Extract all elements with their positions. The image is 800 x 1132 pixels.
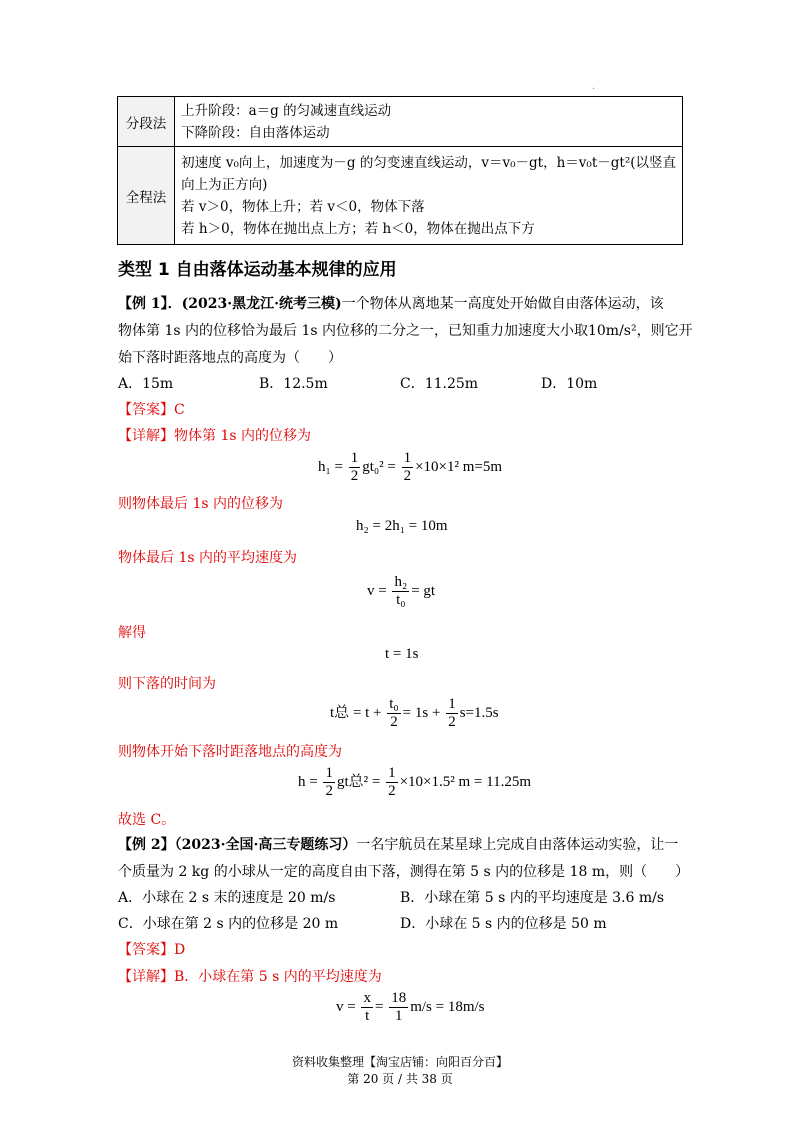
numerator: 18 — [391, 990, 407, 1006]
method-name: 分段法 — [118, 97, 175, 147]
method-desc — [175, 147, 683, 245]
option-a: A．15m — [118, 376, 174, 392]
denominator: 2 — [448, 714, 456, 730]
equation — [367, 574, 435, 609]
ex2-stem-line — [118, 834, 678, 854]
eq-part: = — [374, 998, 384, 1015]
eq-part: t总 = t + — [330, 704, 382, 721]
eq-part: v = — [367, 582, 387, 599]
fraction — [361, 990, 373, 1025]
equation — [336, 990, 485, 1025]
eq-part: = 1s + — [402, 704, 441, 721]
eq-part: h₁ = — [318, 458, 343, 475]
option-c: C．11.25m — [400, 376, 479, 392]
desc-line: 上升阶段：a＝g 的匀减速直线运动 — [181, 102, 392, 119]
denominator: 1 — [394, 1008, 403, 1024]
answer-line: 【答案】D — [118, 942, 186, 958]
ex1-source: ．(2023·黑龙江·统考三模) — [167, 296, 342, 312]
denominator: 2 — [403, 468, 412, 484]
answer-line: 【答案】C — [118, 402, 185, 418]
option-b: B．小球在第 5 s 内的平均速度是 3.6 m/s — [400, 890, 665, 906]
fraction — [386, 765, 398, 800]
numerator: t₀ — [389, 696, 399, 712]
desc-line: 下降阶段：自由落体运动 — [181, 124, 330, 141]
fraction — [387, 696, 400, 731]
detail-text: 解得 — [118, 625, 146, 641]
option-b: B．12.5m — [259, 376, 328, 392]
option-d: D．10m — [541, 376, 598, 392]
method-table — [117, 96, 683, 245]
desc-line: 向上为正方向) — [181, 176, 268, 193]
eq-part: ×10×1² m=5m — [415, 458, 503, 475]
option-d: D．小球在 5 s 内的位移是 50 m — [400, 916, 607, 932]
numerator: 1 — [403, 450, 412, 466]
ex2-stem-line: 个质量为 2 kg 的小球从一定的高度自由下落，测得在第 5 s 内的位移是 18 m，则（ ） — [118, 864, 690, 880]
denominator: 2 — [350, 468, 359, 484]
desc-line: 若 h＞0，物体在抛出点上方；若 h＜0，物体在抛出点下方 — [181, 220, 535, 237]
ex1-tag: 【例 1】 — [118, 296, 168, 312]
fraction — [389, 990, 408, 1025]
option-c: C．小球在第 2 s 内的位移是 20 m — [118, 916, 339, 932]
table-row — [118, 147, 683, 245]
fraction — [402, 450, 414, 485]
eq-part: gt₀² = — [362, 458, 396, 475]
detail-text: 物体最后 1s 内的平均速度为 — [118, 550, 297, 566]
denominator: 2 — [388, 783, 396, 799]
ex1-stem: 一个物体从离地某一高度处开始做自由落体运动，该 — [341, 296, 664, 312]
eq-part: gt总² = — [336, 773, 381, 790]
detail-line — [118, 966, 382, 986]
eq-part: s=1.5s — [459, 704, 499, 721]
numerator: 1 — [448, 696, 456, 712]
equation: h₂ = 2h₁ = 10m — [356, 518, 448, 534]
detail-line — [118, 425, 311, 445]
eq-part: = gt — [411, 582, 436, 599]
equation — [298, 765, 531, 800]
ex2-stem: 一名宇航员在某星球上完成自由落体运动实验，让一 — [356, 837, 679, 853]
numerator: 1 — [350, 450, 359, 466]
detail-text: B．小球在第 5 s 内的平均速度为 — [174, 969, 382, 985]
numerator: h₂ — [394, 574, 408, 590]
fraction — [349, 450, 361, 485]
option-a: A．小球在 2 s 末的速度是 20 m/s — [118, 890, 336, 906]
equation — [330, 696, 499, 731]
detail-text: 则下落的时间为 — [118, 676, 216, 692]
numerator: x — [363, 990, 371, 1006]
eq-part: v = — [336, 998, 356, 1015]
footer-source: 资料收集整理【淘宝店铺：向阳百分百】 — [291, 1055, 508, 1069]
table-row — [118, 97, 683, 147]
detail-text: 物体第 1s 内的位移为 — [174, 428, 311, 444]
desc-line: 若 v＞0，物体上升；若 v＜0，物体下落 — [181, 198, 425, 215]
denominator: 2 — [325, 783, 333, 799]
numerator: 1 — [325, 765, 333, 781]
denominator: 2 — [390, 714, 398, 730]
detail-tag: 【详解】 — [118, 428, 174, 444]
ex1-stem-line: 始下落时距落地点的高度为（ ） — [118, 350, 342, 366]
ex2-tag: 【例 2】 — [118, 837, 175, 853]
method-desc — [175, 97, 683, 147]
fraction — [446, 696, 458, 731]
ex1-stem-line: 物体第 1s 内的位移恰为最后 1s 内位移的二分之一，已知重力加速度大小取10m/s²，则它开 — [118, 323, 693, 339]
equation: t = 1s — [385, 646, 419, 662]
conclusion: 故选 C。 — [118, 812, 176, 828]
denominator: t₀ — [396, 592, 406, 608]
page-mark: · — [592, 84, 596, 95]
method-name: 全程法 — [118, 147, 175, 245]
page-number: 第 20 页 / 共 38 页 — [347, 1072, 453, 1086]
detail-text: 则物体最后 1s 内的位移为 — [118, 496, 283, 512]
detail-tag: 【详解】 — [118, 969, 174, 985]
ex2-source: （2023·全国·高三专题练习） — [174, 837, 357, 853]
section-title: 类型 1 自由落体运动基本规律的应用 — [118, 260, 397, 280]
detail-text: 则物体开始下落时距落地点的高度为 — [118, 744, 342, 760]
eq-part: h = — [298, 773, 318, 790]
ex1-stem-line — [118, 293, 664, 313]
fraction — [392, 574, 409, 609]
fraction — [323, 765, 335, 800]
eq-part: m/s = 18m/s — [410, 998, 485, 1015]
denominator: t — [365, 1008, 370, 1024]
equation — [318, 450, 502, 485]
desc-line: 初速度 v₀向上，加速度为－g 的匀变速直线运动，v＝v₀－gt，h＝v₀t－gt²(以竖直 — [181, 154, 676, 171]
eq-part: ×10×1.5² m = 11.25m — [399, 773, 531, 790]
numerator: 1 — [388, 765, 396, 781]
